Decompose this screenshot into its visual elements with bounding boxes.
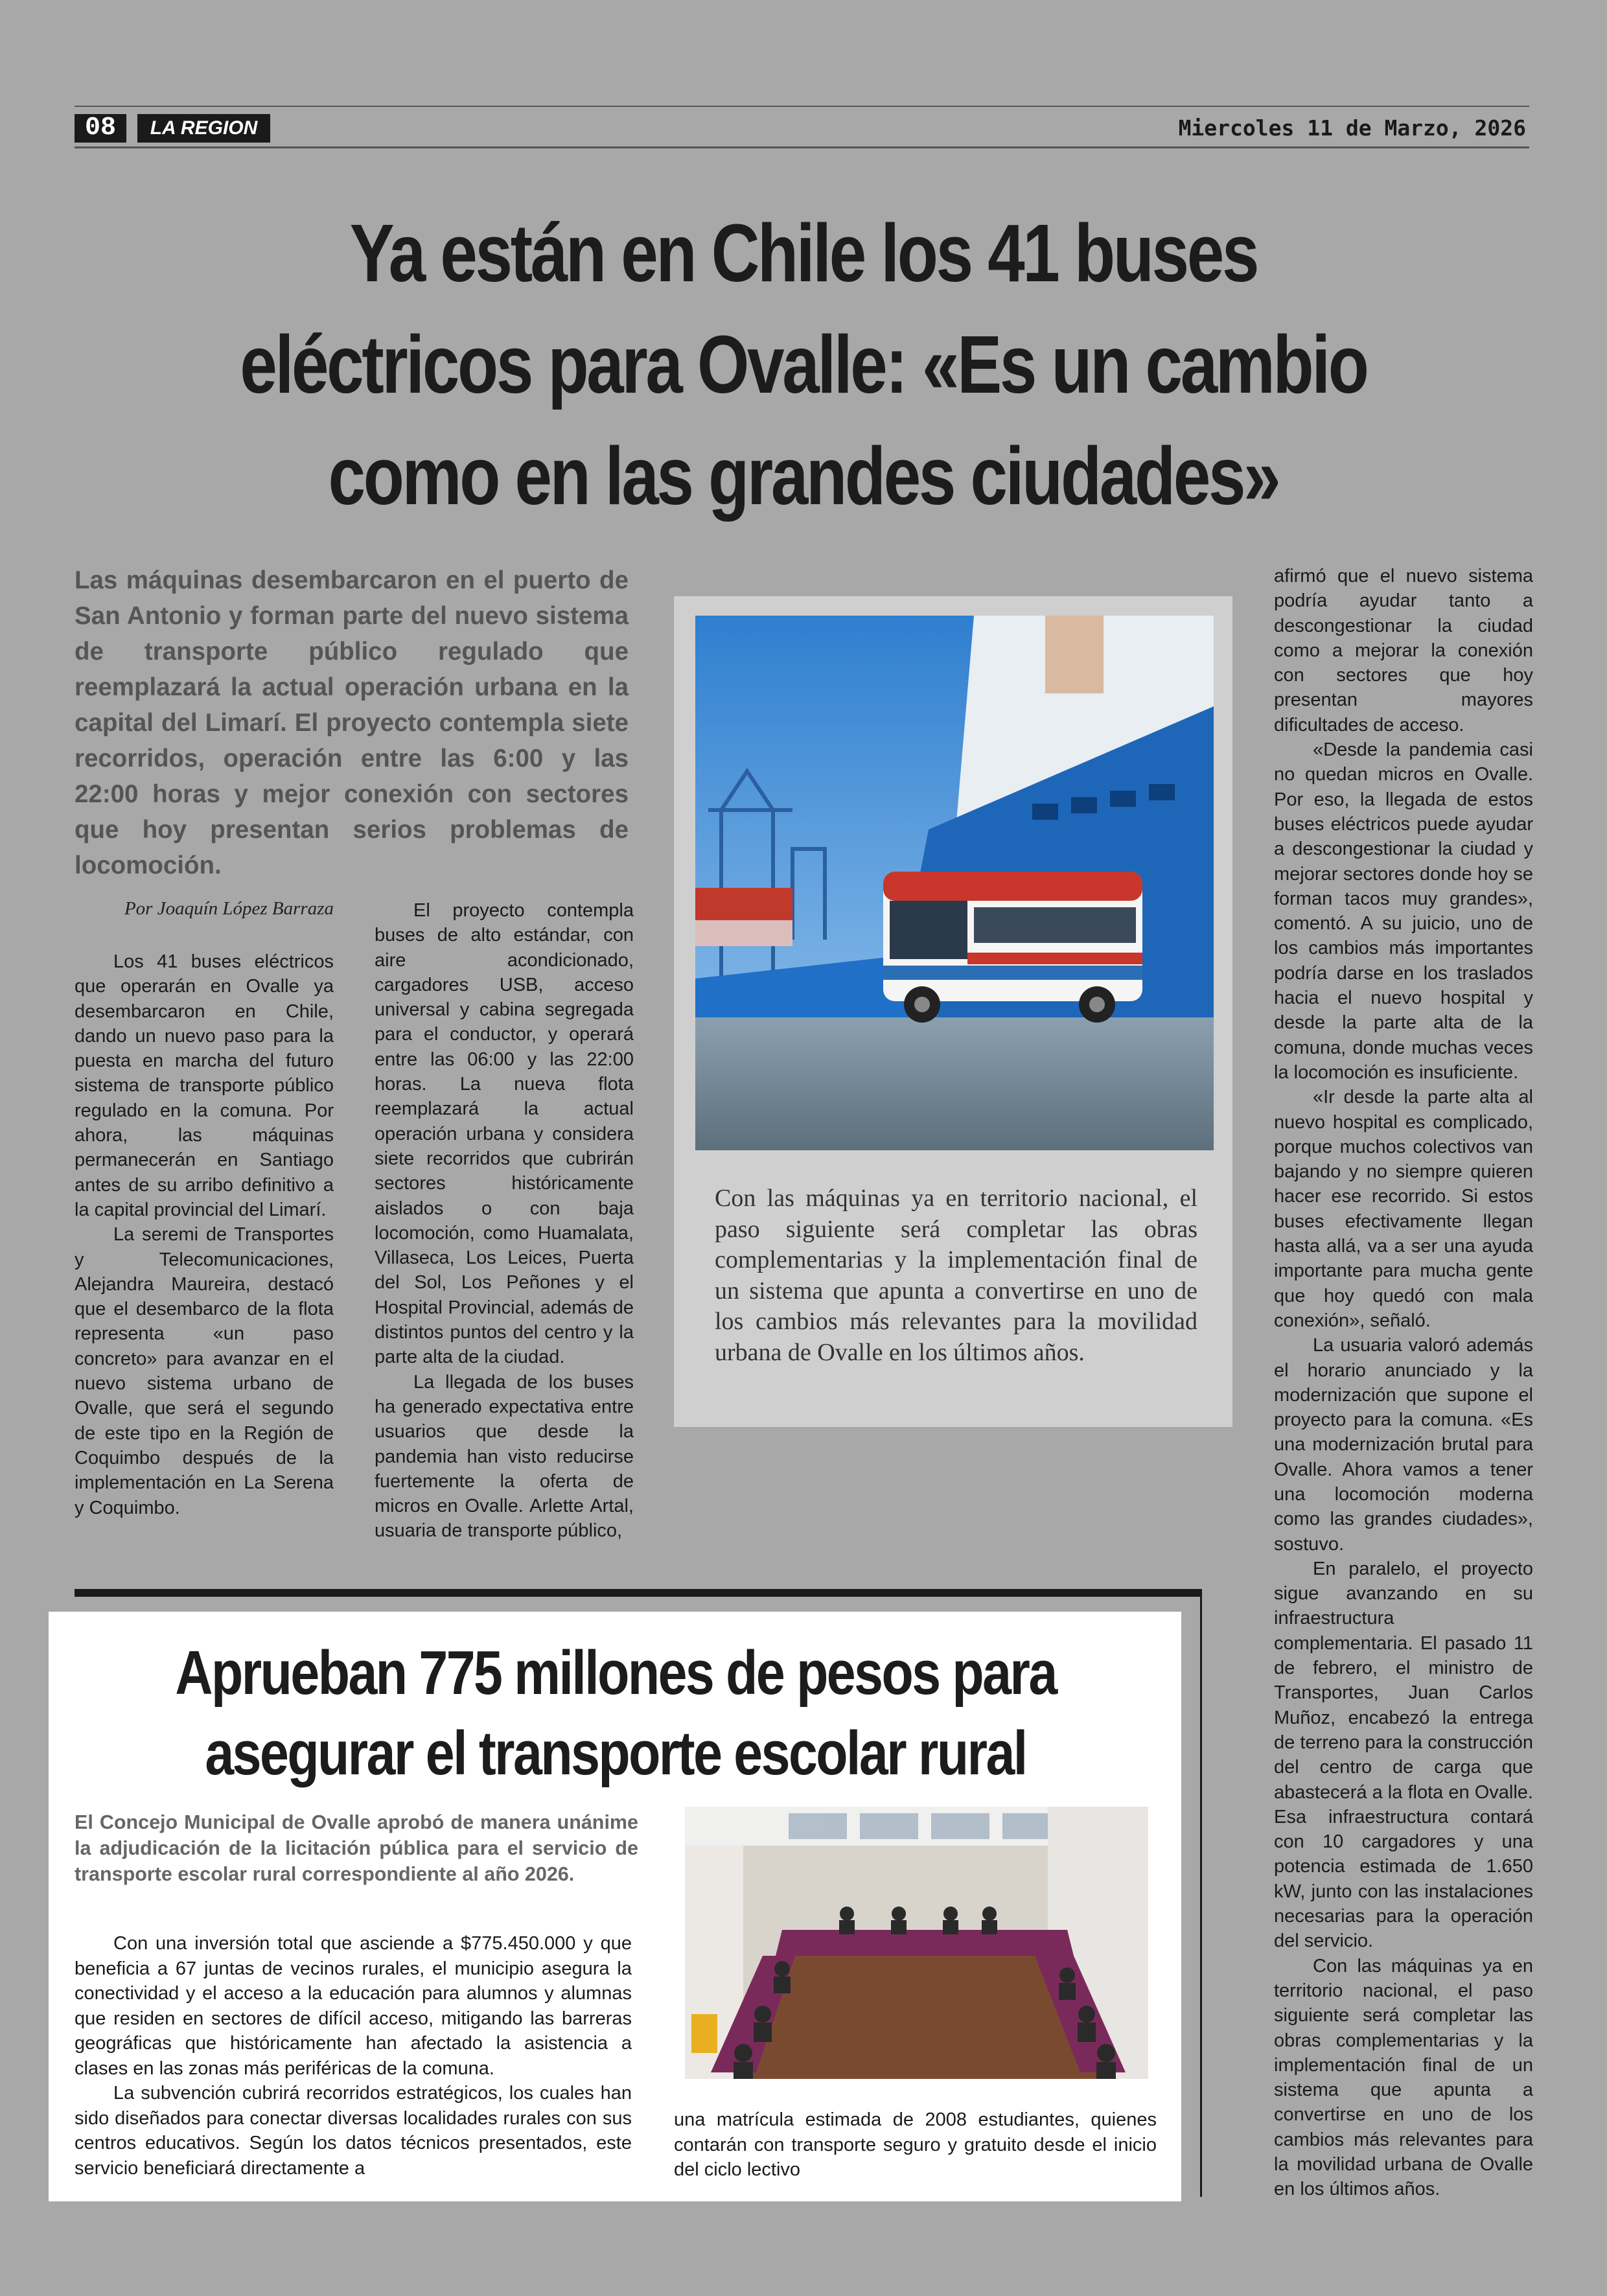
photo-caption: Con las máquinas ya en territorio nacional, el paso siguiente será completar las obras complementarias y la implementación final de un sistema que apunta a convertirse en uno de los cambios más relevantes para la movilidad urbana de Ovalle en los últimos años. <box>715 1185 1197 1366</box>
council-meeting-photo <box>685 1807 1148 2079</box>
main-lead: Las máquinas desembarcaron en el puerto de San Antonio y forman parte del nuevo sistema de transporte público regulado que reemplazará la actual operación urbana en la capital del Limarí. El proyecto contempla siete recorridos, operación entre las 6:00 y las 22:00 horas y mejor conexión con sectores que hoy presentan serios problemas de locomoción. <box>75 566 629 879</box>
secondary-article-top-rule <box>75 1589 1202 1597</box>
paragraph: La seremi de Transportes y Telecomunicaciones, Alejandra Maureira, destacó que el desembarco de la flota representa «un paso concreto» para avanzar en el nuevo sistema urbano de Ovalle, que será el segundo de este tipo en la Región de Coquimbo después de la implementación en La Serena y Coquimbo. <box>75 1224 334 1518</box>
page-number: 08 <box>75 114 126 143</box>
article-column-1 <box>75 949 334 1520</box>
secondary-headline-line: Aprueban 775 millones de pesos para <box>175 1638 1056 1708</box>
secondary-headline <box>175 1633 1057 1794</box>
secondary-column-a <box>75 1931 632 2181</box>
paragraph: La llegada de los buses ha generado expectativa entre usuarios que desde la pandemia han visto reducirse fuertemente la oferta de micros en Ovalle. Arlette Artal, usuaria de transporte público, <box>375 1371 634 1542</box>
paragraph: afirmó que el nuevo sistema podría ayudar tanto a descongestionar la ciudad como a mejorar la conexión con sectores que hoy presentan mayores dificultades de acceso. <box>1274 566 1533 736</box>
paragraph: Los 41 buses eléctricos que operarán en Ovalle ya desembarcaron en Chile, dando un nuevo paso para la puesta en marcha del futuro sistema de transporte público regulado en la comuna. Por ahora, las máquinas permanecerán en Santiago antes de su arribo definitivo a la capital provincial del Limarí. <box>75 951 334 1220</box>
paragraph: una matrícula estimada de 2008 estudiantes, quienes contarán con transporte seguro y gratuito desde el inicio del ciclo lectivo <box>674 2109 1157 2180</box>
main-headline-line: eléctricos para Ovalle: «Es un cambio <box>240 319 1367 410</box>
paragraph: La usuaria valoró además el horario anunciado y la modernización que supone el proyecto para la comuna. «Es una modernización brutal para Ovalle. Ahora vamos a tener una locomoción moderna como las grandes ciudades», sostuvo. <box>1274 1335 1533 1555</box>
secondary-lead: El Concejo Municipal de Ovalle aprobó de manera unánime la adjudicación de la licitación pública para el servicio de transporte escolar rural correspondiente al año 2026. <box>75 1811 638 1885</box>
secondary-headline-line: asegurar el transporte escolar rural <box>205 1719 1026 1788</box>
paragraph: El proyecto contempla buses de alto estándar, con aire acondicionado, cargadores USB, acceso universal y cabina segregada para el conductor, y operará entre las 06:00 y las 22:00 horas. La nueva flota reemplazará la actual operación urbana y considera siete recorridos que cubrirán sectores históricamente aislados o con baja locomoción, como Huamalata, Villaseca, Los Leices, Puerta del Sol, Los Peñones y el Hospital Provincial, además de distintos puntos del centro y la parte alta de la ciudad. <box>375 900 634 1368</box>
issue-date: Miercoles 11 de Marzo, 2026 <box>1178 115 1526 141</box>
main-headline <box>219 198 1388 532</box>
secondary-column-b <box>674 2107 1157 2183</box>
secondary-article-side-rule <box>1200 1589 1202 2197</box>
article-column-3 <box>1274 564 1533 2202</box>
article-column-2 <box>375 898 634 1544</box>
newspaper-name: LA REGION <box>137 114 270 143</box>
paragraph: La subvención cubrirá recorridos estratégicos, los cuales han sido diseñados para conectar diversas localidades rurales con sus centros educativos. Según los datos técnicos presentados, este servicio beneficiará directamente a <box>75 2083 632 2179</box>
main-headline-line: como en las grandes ciudades» <box>328 430 1279 522</box>
paragraph: Con las máquinas ya en territorio nacional, el paso siguiente será completar las obras complementarias y la implementación final de un sistema que apunta a convertirse en uno de los cambios más relevantes para la movilidad urbana de Ovalle en los últimos años. <box>1274 1955 1533 2200</box>
header-top-rule <box>75 106 1529 107</box>
paragraph: Con una inversión total que asciende a $775.450.000 y que beneficia a 67 juntas de vecinos rurales, el municipio asegura la conectividad y el acceso a la educación para alumnos y alumnas que residen en sectores de difícil acceso, mitigando las barreras geográficas que históricamente han afectado la asistencia a clases en las zonas más periféricas de la comuna. <box>75 1933 632 2079</box>
paragraph: En paralelo, el proyecto sigue avanzando en su infraestructura complementaria. El pasado 11 de febrero, el ministro de Transportes, Juan Carlos Muñoz, encabezó la entrega de terreno para la construcción del centro de carga que abastecerá a la flota en Ovalle. Esa infraestructura contará con 10 cargadores y una potencia estimada de 1.650 kW, junto con las instalaciones necesarias para la operación del servicio. <box>1274 1558 1533 1952</box>
byline: Por Joaquín López Barraza <box>124 898 334 919</box>
bus-photo <box>695 616 1214 1150</box>
main-headline-line: Ya están en Chile los 41 buses <box>349 207 1258 299</box>
electric-bus <box>883 872 1142 1023</box>
header-bottom-rule <box>75 146 1529 148</box>
paragraph: «Ir desde la parte alta al nuevo hospital es complicado, porque muchos colectivos van bajando y no siempre quieren hacer ese recorrido. Si estos buses efectivamente llegan hasta allá, va a ser una ayuda importante para mucha gente que hoy quedó con mala conexión», señaló. <box>1274 1087 1533 1331</box>
paragraph: «Desde la pandemia casi no quedan micros en Ovalle. Por eso, la llegada de estos buses eléctricos puede ayudar a descongestionar la ciudad y mejorar sectores donde hoy se forman tacos muy grandes», comentó. A su juicio, uno de los cambios más importantes podría darse en los traslados hacia el nuevo hospital y desde la parte alta de la comuna, donde muchas veces la locomoción es insuficiente. <box>1274 739 1533 1083</box>
